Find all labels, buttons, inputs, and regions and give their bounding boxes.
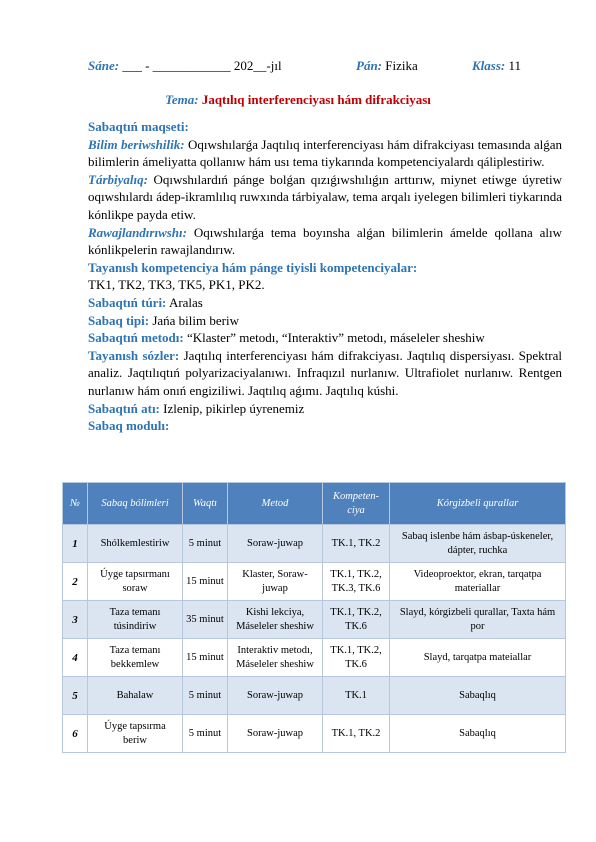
development-label: Rawajlandırıwshı: (88, 224, 187, 240)
method-value: “Klaster” metodı, “Interaktiv” metodı, máseleler sheshiw (186, 330, 485, 346)
row-number: 6 (63, 715, 88, 753)
sabaq-tipi (88, 312, 562, 330)
row-time: 5 minut (183, 715, 228, 753)
upbringing-goal (88, 171, 562, 224)
row-competency: TK.1 (323, 677, 390, 715)
col-header-method: Metod (228, 483, 323, 525)
development-goal (88, 224, 562, 259)
keywords-value: Jaqtılıq interferenciyası hám difrakciyası. Jaqtılıq dispersiyası. Spektral analiz. Jaqtılıqtıń polyarizaciyalanıwı. Infraqızıl nurlanıw. Ultrafiolet nurlanıw. Rentgen nurlanıw hám onıń engiziliwi. Jaqtılıq aǵımı. Jaqtılıq kúshi. (88, 347, 562, 398)
education-text: Oqıwshılarǵa Jaqtılıq interferenciyası hám difrakciyası temasında alǵan bilimlerin ámeliyatta qollanıw hám usı tema tiykarında kompetenciyalardı qáliplestiriw. (88, 136, 563, 170)
row-time: 15 minut (183, 639, 228, 677)
col-header-tools: Kórgizbeli qurallar (390, 483, 566, 525)
table-row (63, 677, 566, 715)
keywords-label: Tayanısh sózler: (88, 347, 180, 363)
row-competency: TK.1, TK.2 (323, 715, 390, 753)
topic-line (0, 92, 596, 108)
development-text: Oqıwshılarǵa tema boyınsha alǵan bilimlerin ámelde qollana alıw kónlikpelerin rawajlandırıw. (88, 224, 562, 258)
lesson-plan-body (88, 118, 562, 435)
col-header-number: № (63, 483, 88, 525)
row-number: 4 (63, 639, 88, 677)
competency-text: TK1, TK2, TK3, TK5, PK1, PK2. (88, 277, 265, 293)
topic-label: Tema: (165, 92, 199, 107)
row-time: 15 minut (183, 563, 228, 601)
class-field (472, 58, 521, 74)
lesson-module-table (62, 482, 566, 753)
sabaq-tipi-value: Jańa bilim beriw (152, 312, 239, 328)
row-method: Soraw-juwap (228, 715, 323, 753)
lesson-type (88, 294, 562, 312)
row-time: 5 minut (183, 677, 228, 715)
table-header-row (63, 483, 566, 525)
education-label: Bilim beriwshilik: (88, 136, 185, 152)
row-tools: Videoproektor, ekran, tarqatpa materiallar (390, 563, 566, 601)
row-tools: Slayd, tarqatpa mateiallar (390, 639, 566, 677)
row-time: 35 minut (183, 601, 228, 639)
col-header-competency: Kompeten-ciya (323, 483, 390, 525)
keywords (88, 347, 562, 400)
col-header-time: Waqtı (183, 483, 228, 525)
date-label: Sáne: (88, 58, 120, 73)
table-row (63, 601, 566, 639)
subject-value: Fizika (385, 58, 418, 73)
table-row (63, 525, 566, 563)
competency-heading: Tayanısh kompetenciya hám pánge tiyisli kompetenciyalar: (88, 259, 418, 275)
row-method: Klaster, Soraw-juwap (228, 563, 323, 601)
class-value: 11 (508, 58, 522, 73)
row-part: Bahalaw (88, 677, 183, 715)
table-row (63, 639, 566, 677)
date-value: ___ - ____________ 202__-jıl (122, 58, 282, 73)
row-method: Interaktiv metodı, Máseleler sheshiw (228, 639, 323, 677)
lesson-type-value: Aralas (168, 294, 203, 310)
row-tools: Sabaqlıq (390, 715, 566, 753)
row-number: 3 (63, 601, 88, 639)
method-label: Sabaqtıń metodı: (88, 330, 184, 346)
goal-heading: Sabaqtıń maqseti: (88, 119, 189, 134)
row-competency: TK.1, TK.2, TK.3, TK.6 (323, 563, 390, 601)
row-competency: TK.1, TK.2, TK.6 (323, 601, 390, 639)
row-part: Úyge tapsırmanı soraw (88, 563, 183, 601)
upbringing-label: Tárbiyalıq: (88, 171, 148, 187)
motto-label: Sabaqtıń atı: (88, 400, 160, 416)
row-part: Taza temanı túsindiriw (88, 601, 183, 639)
module-heading: Sabaq modulı: (88, 418, 170, 434)
row-method: Soraw-juwap (228, 677, 323, 715)
motto-value: Izlenip, pikirlep úyrenemiz (163, 400, 305, 416)
sabaq-tipi-label: Sabaq tipi: (88, 312, 150, 328)
row-method: Soraw-juwap (228, 525, 323, 563)
lesson-header (88, 58, 538, 76)
row-tools: Sabaqlıq (390, 677, 566, 715)
lesson-motto (88, 400, 562, 418)
date-field (88, 58, 282, 74)
row-part: Úyge tapsırma beriw (88, 715, 183, 753)
row-number: 2 (63, 563, 88, 601)
table-row (63, 563, 566, 601)
row-tools: Sabaq islenbe hám ásbap-úskeneler, dápter, ruchka (390, 525, 566, 563)
col-header-part: Sabaq bólimleri (88, 483, 183, 525)
topic-title: Jaqtılıq interferenciyası hám difrakciyası (201, 92, 431, 107)
row-competency: TK.1, TK.2, TK.6 (323, 639, 390, 677)
row-part: Taza temanı bekkemlew (88, 639, 183, 677)
subject-field (356, 58, 418, 74)
class-label: Klass: (472, 58, 506, 73)
lesson-method (88, 329, 562, 347)
upbringing-text: Oqıwshılardıń pánge bolǵan qızıǵıwshılıǵın arttırıw, miynet etiwge úyretiw oqıwshılardı ádep-ikramlılıq ruwxında tárbiyalaw, tema arqalı iyelegen bilimleri tiykarında kónlikpe payda etiw. (88, 171, 562, 222)
row-time: 5 minut (183, 525, 228, 563)
row-method: Kishi lekciya, Máseleler sheshiw (228, 601, 323, 639)
row-competency: TK.1, TK.2 (323, 525, 390, 563)
lesson-type-label: Sabaqtıń túri: (88, 294, 167, 310)
row-part: Shólkemlestiriw (88, 525, 183, 563)
subject-label: Pán: (356, 58, 382, 73)
row-number: 1 (63, 525, 88, 563)
education-goal (88, 136, 562, 171)
row-tools: Slayd, kórgizbeli qurallar, Taxta hám por (390, 601, 566, 639)
row-number: 5 (63, 677, 88, 715)
table-row (63, 715, 566, 753)
